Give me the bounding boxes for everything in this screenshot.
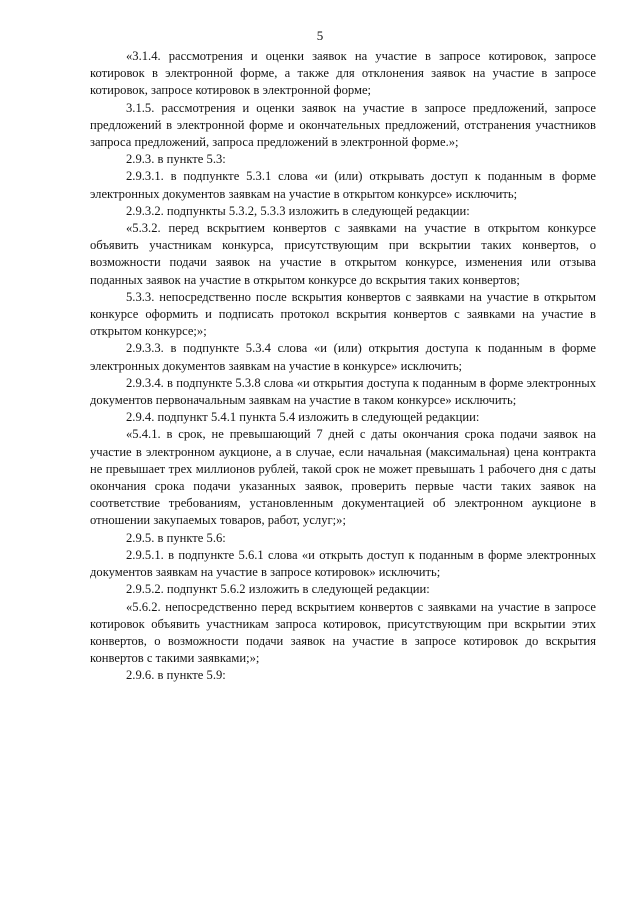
paragraph-5-4-1: «5.4.1. в срок, не превышающий 7 дней с даты окончания срока подачи заявок на участие в электронном аукционе, а в случае, если начальная (максимальная) цена контракта не превышает трех миллионов рублей, такой срок не может превышать 1 рабочего дня с даты окончания срока подачи указанных заявок, проверить первые части таких заявок на соответствие требованиям, установленным документацией об электронном аукционе в отношении закупаемых товаров, работ, услуг;»; [90,427,596,528]
paragraph-2-9-5-1: 2.9.5.1. в подпункте 5.6.1 слова «и открыть доступ к поданным в форме электронных документов заявкам на участие в запросе котировок» исключить; [90,547,596,580]
paragraph-2-9-3-4: 2.9.3.4. в подпункте 5.3.8 слова «и открытия доступа к поданным в форме электронных документов первоначальным заявкам на участие в таком конкурсе» исключить; [90,375,596,408]
paragraph-2-9-6: 2.9.6. в пункте 5.9: [126,668,226,683]
paragraph-2-9-3-1: 2.9.3.1. в подпункте 5.3.1 слова «и (или) открывать доступ к поданным в форме электронных документов заявкам на участие в открытом конкурсе» исключить; [90,169,596,201]
paragraph-5-6-2: «5.6.2. непосредственно перед вскрытием конвертов с заявками на участие в запросе котировок объявить участникам запроса котировок, присутствующим при вскрытии этих конвертов, о возможности подачи заявок на участие в запросе котировок до вскрытия конвертов с такими заявками;»; [90,599,596,666]
paragraph-5-3-3: 5.3.3. непосредственно после вскрытия конвертов с заявками на участие в открытом конкурсе оформить и подписать протокол вскрытия конвертов с заявками на участие в открытом конкурсе;»; [90,289,596,339]
paragraph-2-9-4: 2.9.4. подпункт 5.4.1 пункта 5.4 изложить в следующей редакции: [126,410,480,425]
paragraph-2-9-5: 2.9.5. в пункте 5.6: [126,530,226,545]
paragraph-3-1-5: 3.1.5. рассмотрения и оценки заявок на участие в запросе предложений, запросе предложений в электронной форме и окончательных предложений, отстранения участников запроса предложений, запроса предложений в электронной форме.»; [90,100,596,150]
document-body [90,48,596,685]
paragraph-2-9-3-2: 2.9.3.2. подпункты 5.3.2, 5.3.3 изложить в следующей редакции: [126,203,470,218]
page-number: 5 [316,28,324,43]
paragraph-2-9-3-3: 2.9.3.3. в подпункте 5.3.4 слова «и (или) открытия доступа к поданным в форме электронных документов заявкам на участие в конкурсе» исключить; [90,341,596,373]
paragraph-5-3-2: «5.3.2. перед вскрытием конвертов с заявками на участие в открытом конкурсе объявить участникам конкурса, присутствующим при вскрытии таких конвертов, о возможности подачи заявок на участие в открытом конкурсе, изменения или отзыва поданных заявок на участие в открытом конкурсе до вскрытия таких конвертов; [90,221,596,287]
paragraph-2-9-5-2: 2.9.5.2. подпункт 5.6.2 изложить в следующей редакции: [126,582,430,597]
paragraph-3-1-4: «3.1.4. рассмотрения и оценки заявок на участие в запросе котировок, запросе котировок в электронной форме, а также для отклонения заявок на участие в запросе котировок, запросе котировок в электронной форме; [90,49,596,98]
paragraph-2-9-3: 2.9.3. в пункте 5.3: [126,152,226,167]
